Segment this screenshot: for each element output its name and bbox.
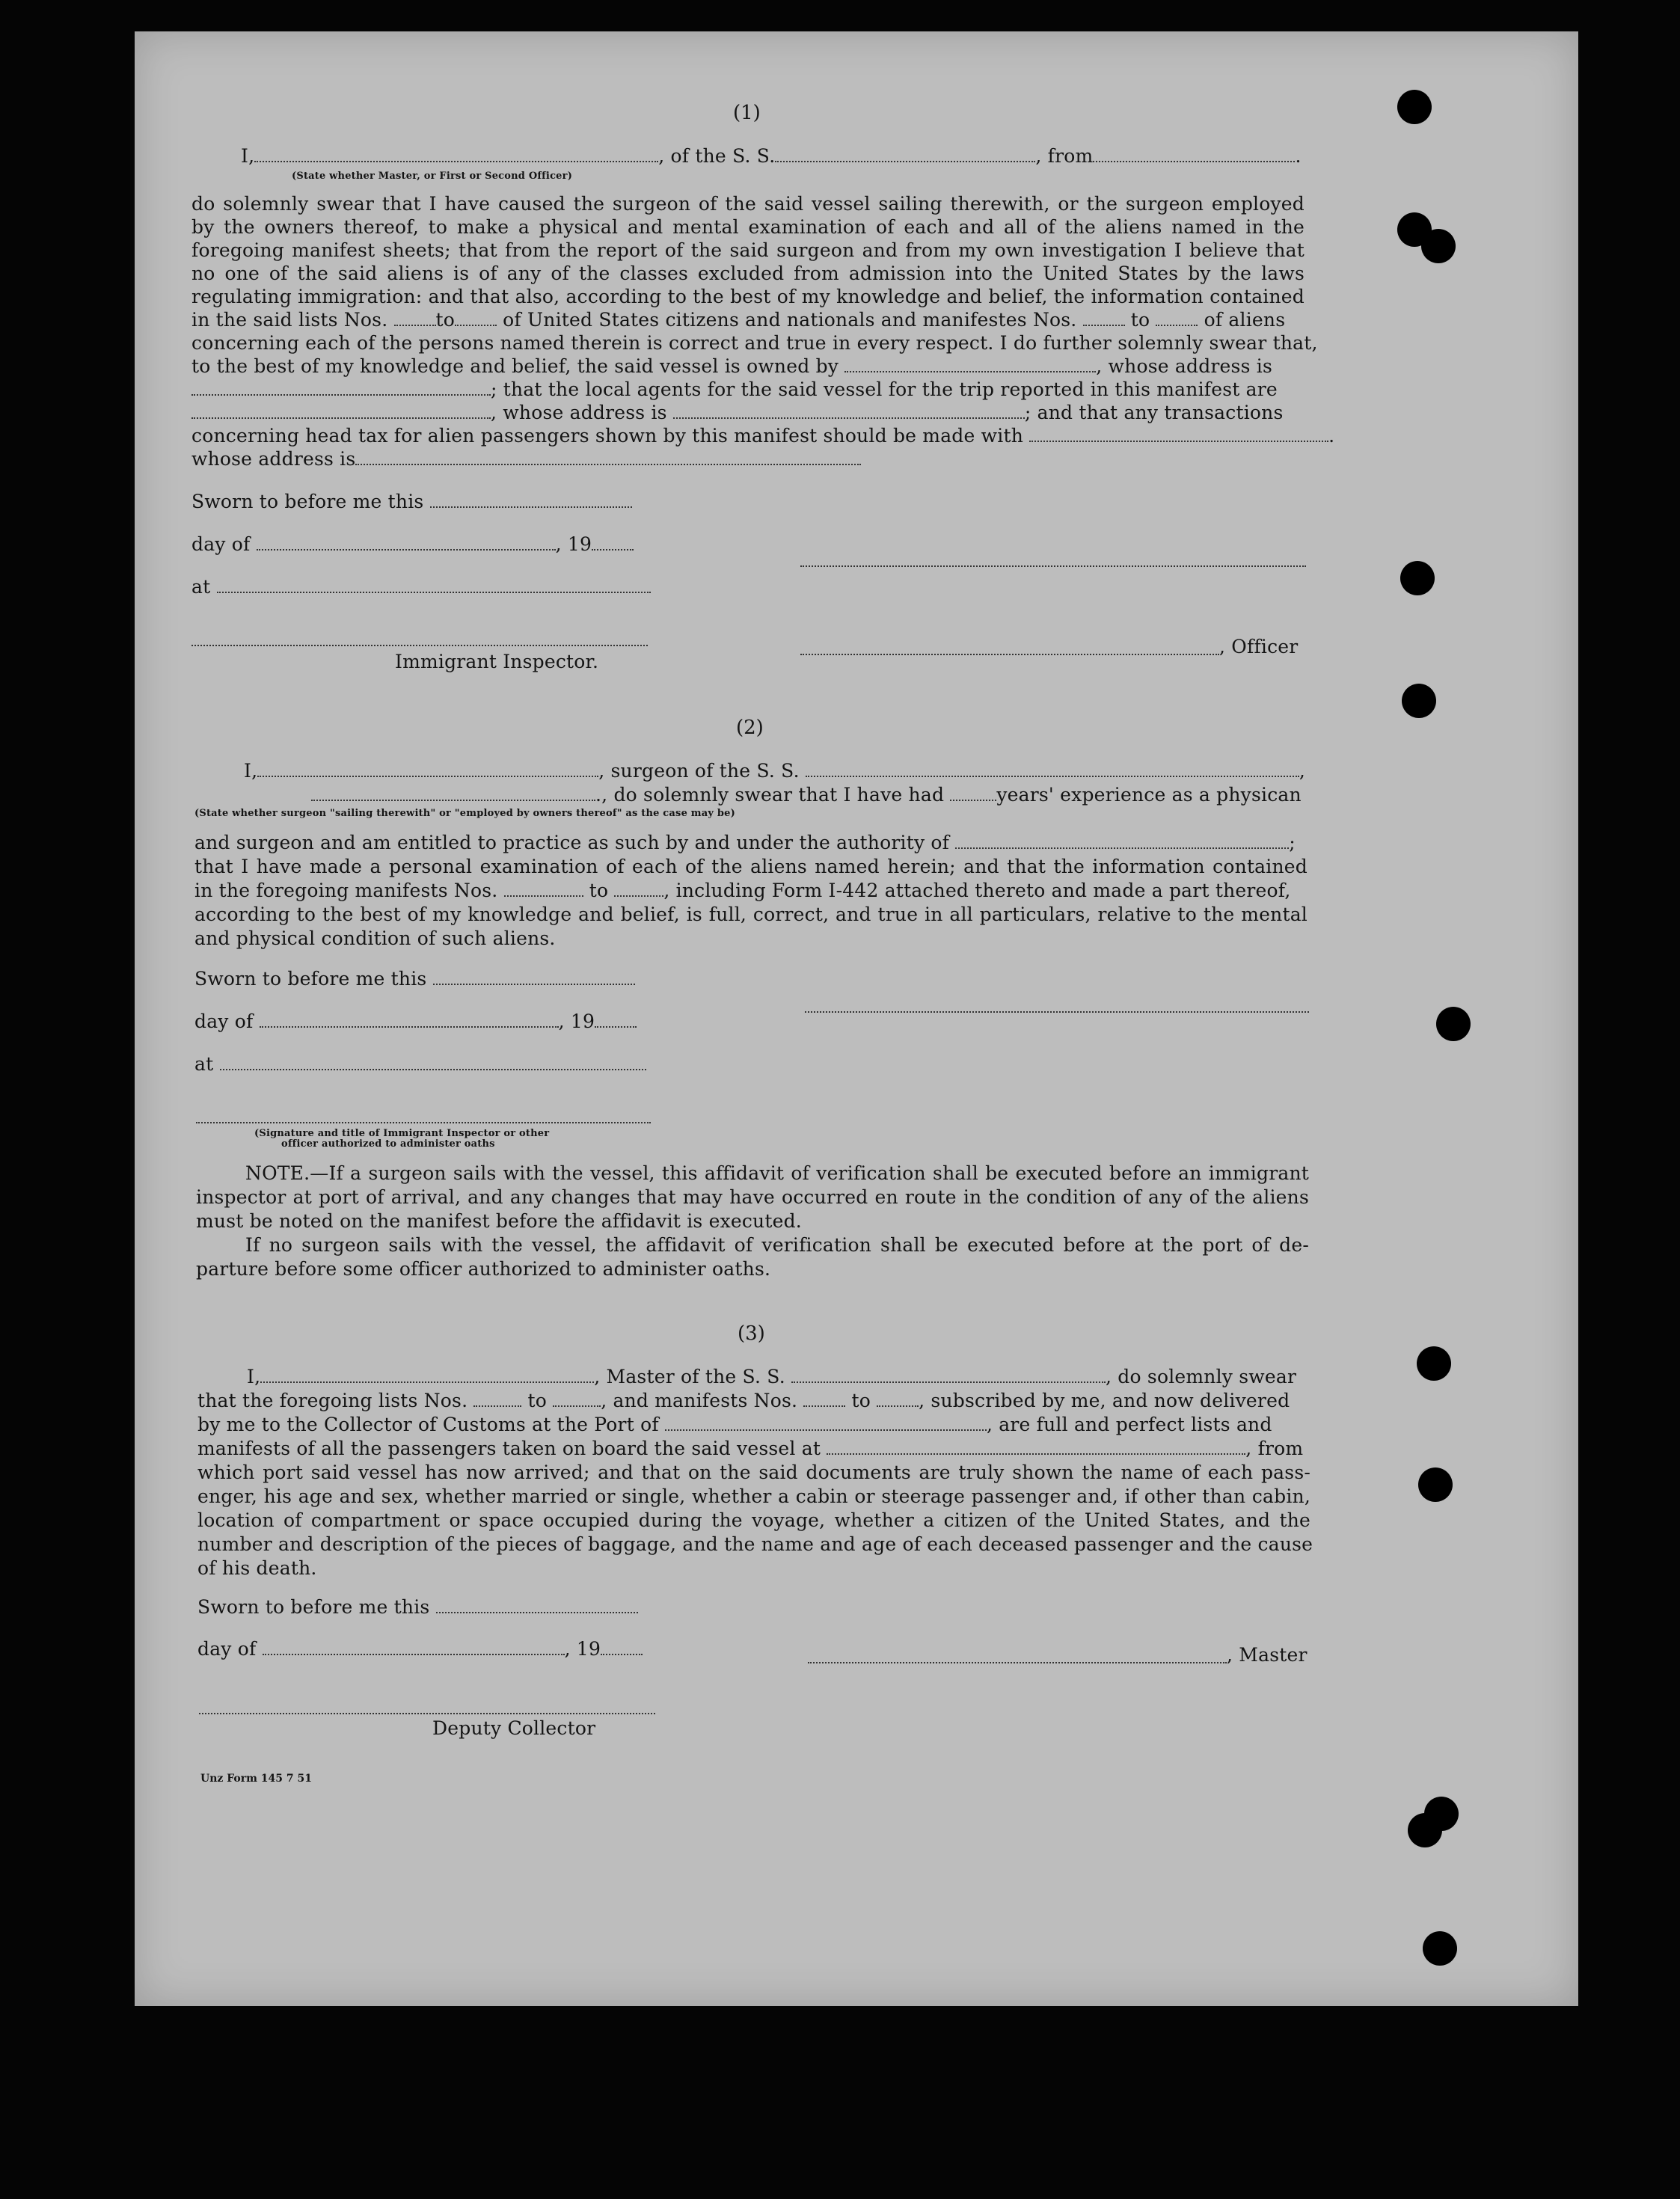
section-2-inspector-line: [196, 1122, 651, 1123]
section-1-officer-line: [800, 654, 1219, 655]
punch-hole: [1421, 229, 1456, 263]
section-1-officer: , Officer: [1219, 636, 1299, 657]
section-2-day: day of , 19: [194, 1010, 637, 1033]
section-3-port-line: by me to the Collector of Customs at the Port of , are full and perfect lists and: [197, 1414, 1272, 1435]
punch-hole: [1423, 1931, 1457, 1966]
section-1-agents-line: ; that the local agents for the said vessel for the trip reported in this manifest are: [191, 378, 1278, 401]
section-1-body-line: concerning each of the persons named therein is correct and true in every respect. I do further solemnly swear that,: [191, 332, 1318, 354]
section-1-day: day of , 19: [191, 533, 634, 556]
note-line: If no surgeon sails with the vessel, the affidavit of verification shall be executed before at the port of de-: [245, 1234, 1309, 1256]
section-1-body-line: no one of the said aliens is of any of the classes excluded from admission into the United States by the laws: [191, 263, 1305, 284]
punch-hole: [1400, 561, 1435, 595]
section-1-caption: (State whether Master, or First or Second Officer): [292, 171, 573, 182]
section-1-agents-line-2: , whose address is ; and that any transactions: [191, 402, 1284, 424]
section-1-headtax-line: concerning head tax for alien passengers shown by this manifest should be made with .: [191, 425, 1335, 447]
section-2-at: at: [194, 1053, 646, 1076]
section-3-lists-line: that the foregoing lists Nos. to , and manifests Nos. to , subscribed by me, and now delivered: [197, 1390, 1290, 1411]
section-2-body-line: and physical condition of such aliens.: [194, 927, 556, 949]
note-line: must be noted on the manifest before the affidavit is executed.: [196, 1210, 802, 1232]
section-3-manifests-line: manifests of all the passengers taken on board the said vessel at , from: [197, 1438, 1304, 1459]
section-2-signature-line: [805, 1011, 1309, 1013]
section-3-line-1: I, , Master of the S. S. , do solemnly swear: [247, 1366, 1297, 1387]
section-1-body-line: by the owners thereof, to make a physical and mental examination of each and all of the aliens named in the: [191, 216, 1305, 238]
punch-hole: [1402, 684, 1436, 718]
section-1-signature-line: [800, 565, 1306, 567]
section-2-foregoing-line: in the foregoing manifests Nos. to , including Form I-442 attached thereto and made a part thereof,: [194, 880, 1291, 901]
section-3-day: day of , 19: [197, 1638, 643, 1660]
section-3-body-line: which port said vessel has now arrived; and that on the said documents are truly shown the name of each pass-: [197, 1462, 1310, 1483]
section-3-number: (3): [738, 1322, 765, 1345]
section-2-swear-line: ., do solemnly swear that I have had years' experience as a physican: [191, 784, 1302, 806]
section-2-entitled-line: and surgeon and am entitled to practice as such by and under the authority of ;: [194, 832, 1296, 853]
section-3-body-line: number and description of the pieces of baggage, and the name and age of each deceased passenger and the cause: [197, 1533, 1313, 1555]
section-1-at: at: [191, 576, 651, 598]
section-1-owned-line: to the best of my knowledge and belief, the said vessel is owned by , whose address is: [191, 355, 1272, 377]
section-3-sworn: Sworn to before me this: [197, 1596, 638, 1619]
section-1-body-line: regulating immigration: and that also, according to the best of my knowledge and belief, the information contained: [191, 286, 1305, 307]
section-1-sworn: Sworn to before me this: [191, 491, 632, 513]
section-2-sig-caption: officer authorized to administer oaths: [281, 1138, 495, 1150]
section-1-number: (1): [733, 102, 761, 124]
punch-hole: [1417, 1346, 1451, 1381]
section-1-lists-line: in the said lists Nos. to of United States citizens and nationals and manifestes Nos. to of aliens: [191, 309, 1286, 331]
punch-hole: [1408, 1813, 1442, 1847]
section-3-body-line: location of compartment or space occupied during the voyage, whether a citizen of the United States, and the: [197, 1509, 1310, 1531]
section-2-caption: (State whether surgeon "sailing therewith" or "employed by owners thereof" as the case may be): [194, 808, 735, 819]
section-2-sworn: Sworn to before me this: [194, 968, 635, 990]
note-line: NOTE.—If a surgeon sails with the vessel, this affidavit of verification shall be executed before an immigrant: [245, 1162, 1309, 1184]
section-3-deputy: Deputy Collector: [432, 1717, 596, 1739]
section-2-body-line: that I have made a personal examination of each of the aliens named herein; and that the information contained: [194, 856, 1307, 877]
section-1-line-1: I, , of the S. S. , from .: [241, 145, 1302, 167]
section-1-inspector-line: [191, 645, 648, 646]
note-line: inspector at port of arrival, and any changes that may have occurred en route in the condition of any of the aliens: [196, 1186, 1309, 1208]
punch-hole: [1397, 90, 1432, 124]
section-2-body-line: according to the best of my knowledge and belief, is full, correct, and true in all particulars, relative to the mental: [194, 904, 1307, 925]
section-3-master: , Master: [1227, 1644, 1307, 1666]
section-3-body-line: of his death.: [197, 1557, 317, 1579]
section-3-deputy-line: [199, 1713, 655, 1714]
section-2-sig-caption: (Signature and title of Immigrant Inspector or other: [254, 1128, 550, 1139]
section-2-line-1: I, , surgeon of the S. S. ,: [244, 760, 1306, 782]
section-1-body-line: do solemnly swear that I have caused the surgeon of the said vessel sailing therewith, or the surgeon employed: [191, 193, 1305, 215]
section-1-inspector: Immigrant Inspector.: [395, 651, 599, 672]
section-1-whose-line: whose address is: [191, 448, 861, 470]
section-2-number: (2): [736, 717, 764, 739]
punch-hole: [1418, 1467, 1453, 1502]
punch-hole: [1436, 1007, 1471, 1041]
section-1-body-line: foregoing manifest sheets; that from the report of the said surgeon and from my own investigation I believe that: [191, 239, 1305, 261]
section-3-body-line: enger, his age and sex, whether married or single, whether a cabin or steerage passenger and, if other than cabin,: [197, 1485, 1310, 1507]
section-3-master-line: [808, 1662, 1227, 1663]
form-id: Unz Form 145 7 51: [200, 1773, 312, 1785]
note-line: parture before some officer authorized to administer oaths.: [196, 1258, 771, 1280]
